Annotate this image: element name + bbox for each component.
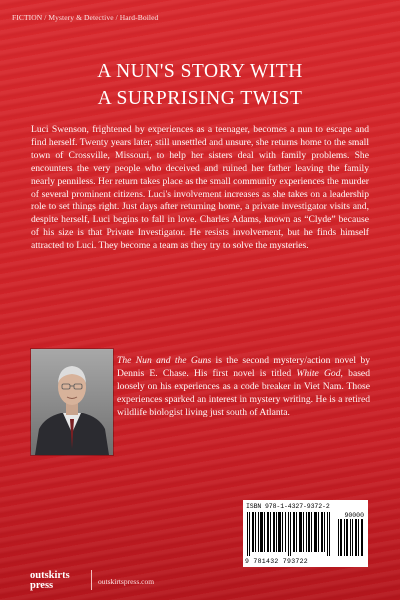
- headline: [0, 58, 400, 112]
- bio-text-2: , based loosely on his experiences as a code breaker in Viet Nam. Those experiences sparked an interest in mystery writing. He is a retired wildlife biologist living just south of Atlanta.: [117, 367, 370, 418]
- barcode-digits: 9 781432 793722: [245, 558, 309, 565]
- bio-text-1: is the second mystery/action novel by Dennis E. Chase. His first novel is titled: [117, 355, 371, 379]
- isbn-barcode: [243, 500, 368, 567]
- synopsis-paragraph: Luci Swenson, frightened by experiences as a teenager, becomes a nun to escape and find herself. Twenty years later, still unsettled and unsure, she returns home to the small town of Crossville, Missouri, to help her sisters deal with family problems. She encounters the very people who deceived and ruined her father leaving the family nearly penniless. Her return takes place as the small community experiences the murder of several prominent citizens. Luci's involvement increases as she takes on a leadership role to set things right. Just days after returning home, a private investigator visits and, despite herself, Luci begins to fall in love. Charles Adams, known as “Clyde” because of his size is that Private Investigator. He resists involvement, but he finds himself attracted to Luci. They become a team as they try to solve the mysteries.: [31, 124, 369, 252]
- price-code: 90000: [344, 512, 364, 519]
- publisher-logo-line-2: press: [30, 580, 54, 591]
- author-photo: [31, 349, 113, 455]
- barcode-bars: [247, 512, 333, 556]
- genre-category-line: FICTION / Mystery & Detective / Hard-Boiled: [12, 13, 159, 22]
- headline-line-2: A SURPRISING TWIST: [97, 88, 303, 109]
- price-addon-bars: [338, 519, 364, 556]
- headline-line-1: A NUN'S STORY WITH: [97, 61, 303, 82]
- publisher-website: outskirtspress.com: [98, 577, 155, 586]
- isbn-number: ISBN 978-1-4327-9372-2: [246, 503, 330, 510]
- publisher-divider: [91, 570, 92, 590]
- publisher-logo-line-1: outskirts: [30, 570, 70, 581]
- author-bio: [117, 355, 370, 420]
- publisher-logo: [30, 571, 70, 591]
- book-title: The Nun and the Guns: [117, 355, 212, 366]
- first-novel-title: White God: [296, 367, 341, 379]
- author-portrait-image: [31, 349, 113, 455]
